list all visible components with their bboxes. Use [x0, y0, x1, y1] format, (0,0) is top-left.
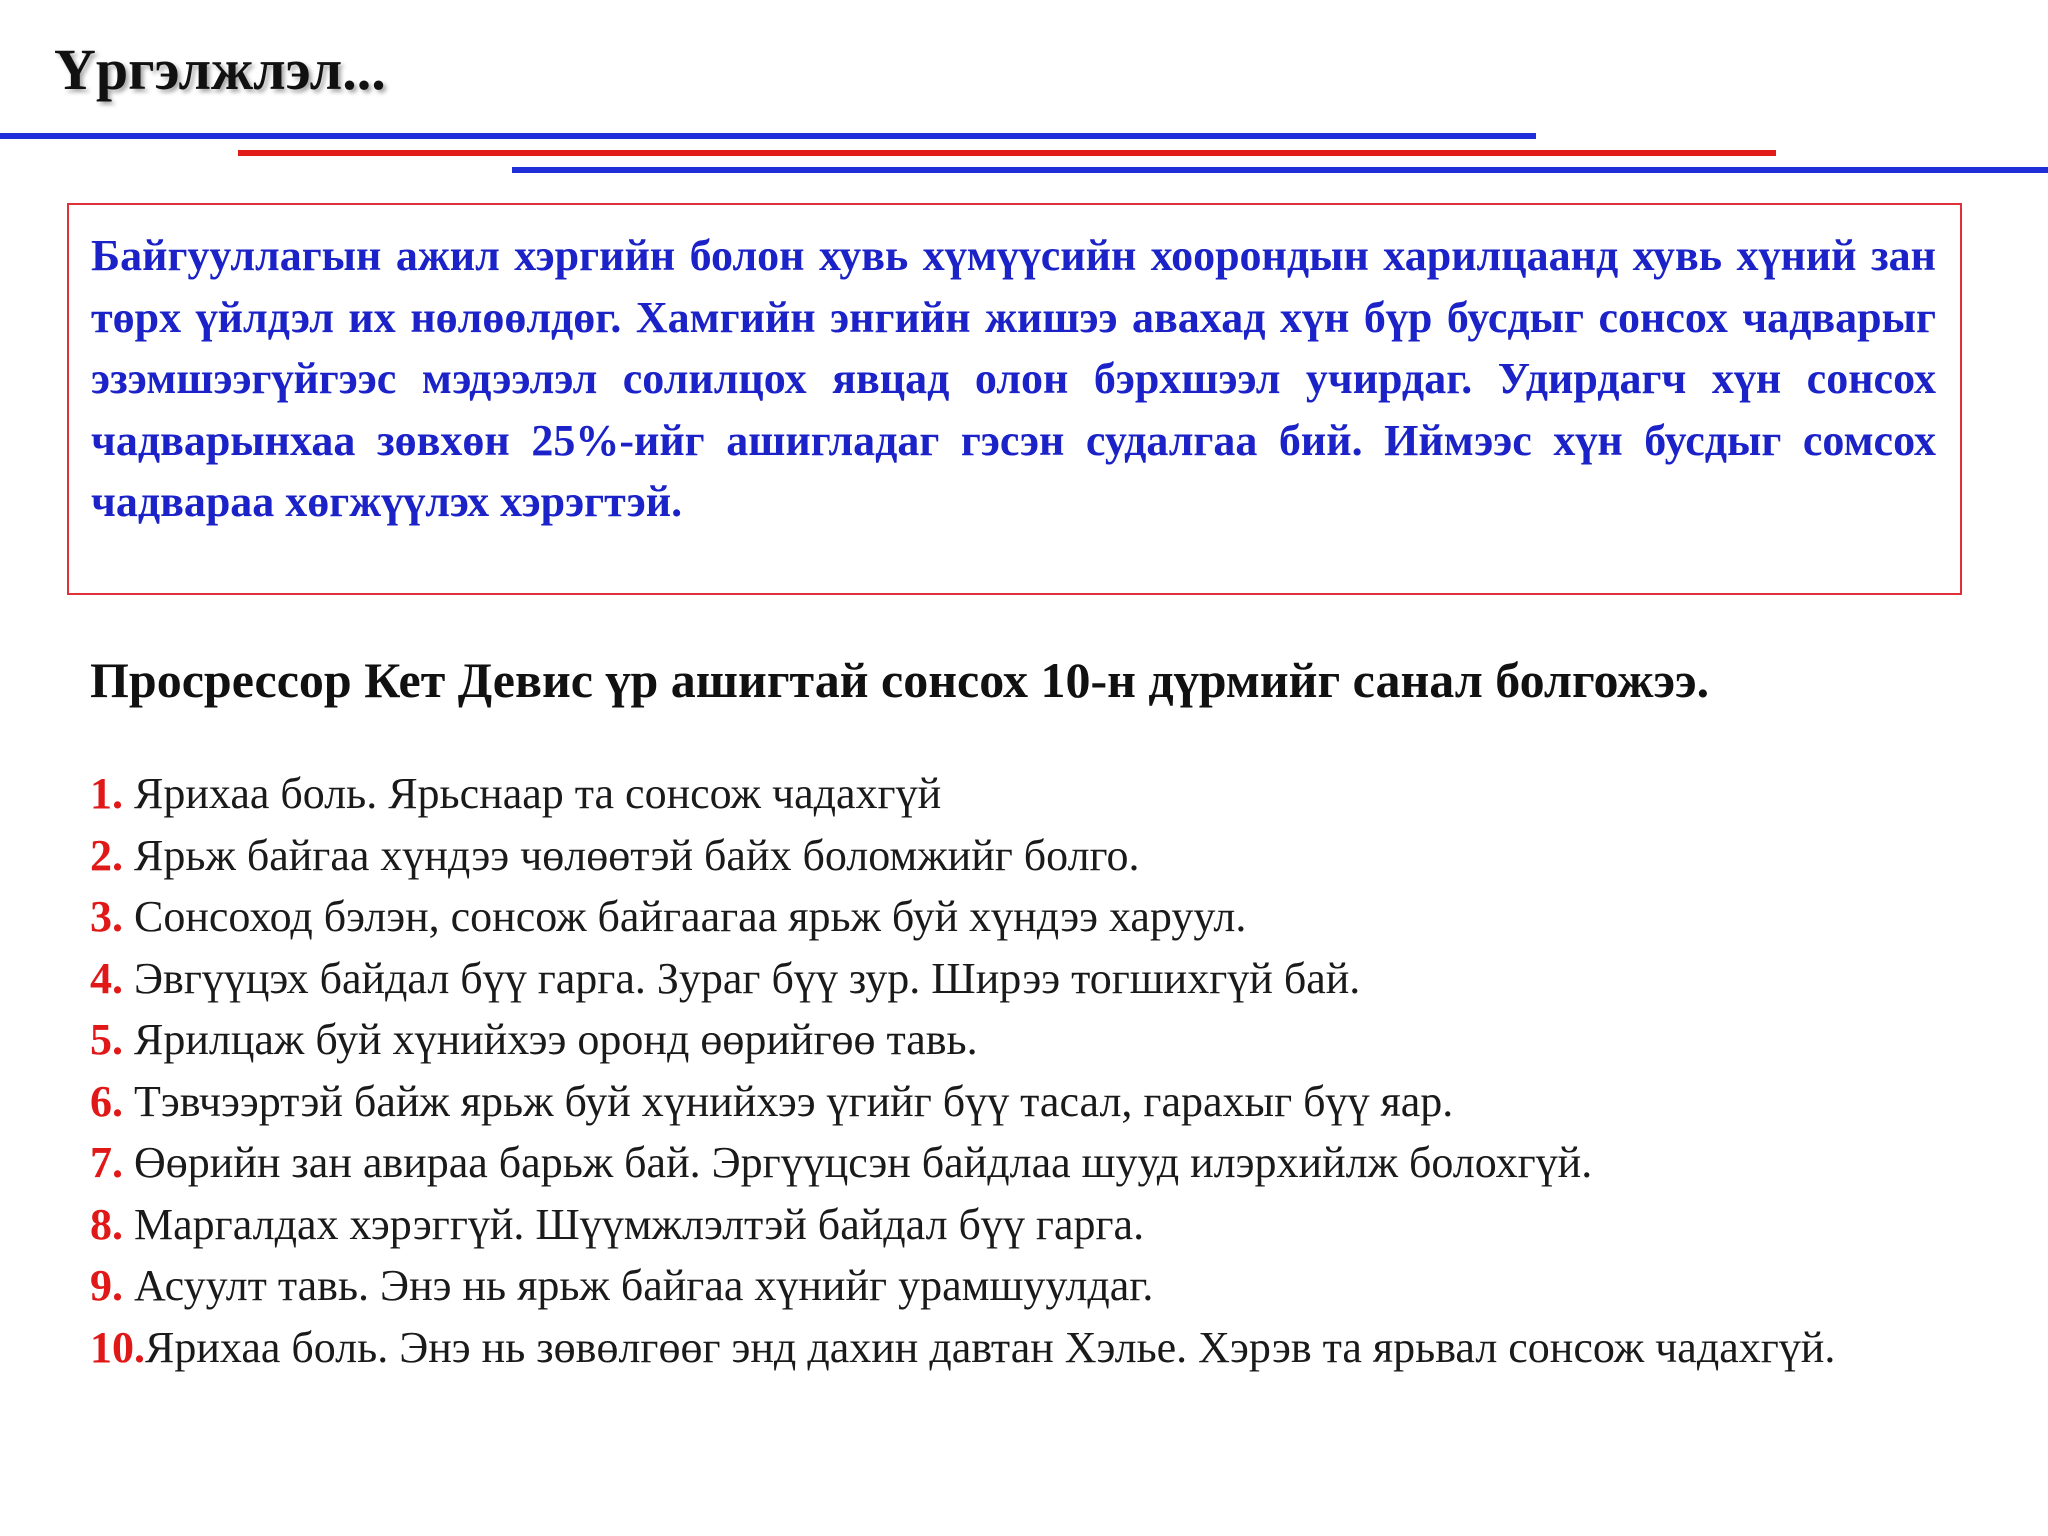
rule-item-5	[90, 1009, 1970, 1071]
decorative-rule-blue-bottom	[512, 167, 2048, 173]
rule-item-8	[90, 1194, 1970, 1256]
rule-text: Тэвчээртэй байж ярьж буй хүнийхээ үгийг бүү тасал, гарахыг бүү яар.	[134, 1076, 1454, 1126]
rule-text: Асуулт тавь. Энэ нь ярьж байгаа хүнийг урамшуулдаг.	[134, 1261, 1154, 1310]
rule-number: 10.	[90, 1322, 145, 1372]
rule-text: Маргалдах хэрэггүй. Шүүмжлэлтэй байдал бүү гарга.	[134, 1199, 1145, 1249]
rule-number: 3.	[90, 892, 134, 941]
rule-text: Сонсоход бэлэн, сонсож байгаагаа ярьж буй хүндээ харуул.	[134, 892, 1247, 941]
rule-item-3	[90, 886, 1970, 948]
rule-item-7	[90, 1132, 1970, 1194]
rule-item-1	[90, 763, 1970, 825]
rule-text: Ярьж байгаа хүндээ чөлөөтэй байх боломжийг болго.	[134, 830, 1140, 880]
rule-number: 1.	[90, 769, 134, 818]
rule-number: 5.	[90, 1015, 134, 1064]
rule-number: 9.	[90, 1261, 134, 1310]
rule-number: 6.	[90, 1076, 134, 1126]
rule-item-6	[90, 1071, 1970, 1133]
rule-text: Өөрийн зан авираа барьж бай. Эргүүцсэн байдлаа шууд илэрхийлж болохгүй.	[134, 1138, 1593, 1187]
decorative-rule-blue-top	[0, 133, 1536, 139]
intro-paragraph: Байгууллагын ажил хэргийн болон хувь хүмүүсийн хоорондын харилцаанд хувь хүний зан төрх үйлдэл их нөлөөлдөг. Хамгийн энгийн жишээ авахад хүн бүр бусдыг сонсох чадварыг эзэмшээгүйгээс мэдээлэл солилцох явцад олон бэрхшээл учирдаг. Удирдагч хүн сонсох чадварынхаа зөвхөн 25%-ийг ашигладаг гэсэн судалгаа бий. Иймээс хүн бусдыг сомсох чадвараа хөгжүүлэх хэрэгтэй.	[91, 231, 1936, 526]
rule-number: 4.	[90, 953, 134, 1003]
rules-list	[90, 763, 1970, 1378]
rule-item-4	[90, 948, 1970, 1010]
rule-text: Ярилцаж буй хүнийхээ оронд өөрийгөө тавь.	[134, 1015, 978, 1064]
intro-box	[67, 203, 1962, 595]
rule-number: 7.	[90, 1138, 134, 1187]
rule-text: Ярихаа боль. Энэ нь зөвөлгөөг энд дахин давтан Хэлье. Хэрэв та ярьвал сонсож чадахгүй.	[145, 1322, 1836, 1372]
rule-number: 2.	[90, 830, 134, 880]
rule-item-10	[90, 1317, 1970, 1379]
rule-number: 8.	[90, 1199, 134, 1249]
slide-title: Үргэлжлэл...	[54, 37, 386, 102]
rule-item-9	[90, 1255, 1970, 1317]
decorative-rule-red	[238, 150, 1776, 156]
rule-item-2	[90, 825, 1970, 887]
rule-text: Ярихаа боль. Ярьснаар та сонсож чадахгүй	[134, 769, 942, 818]
rule-text: Эвгүүцэх байдал бүү гарга. Зураг бүү зур. Ширээ тогшихгүй бай.	[134, 953, 1361, 1003]
rules-subheading: Просрессор Кет Девис үр ашигтай сонсох 10-н дүрмийг санал болгожээ.	[90, 652, 1710, 708]
